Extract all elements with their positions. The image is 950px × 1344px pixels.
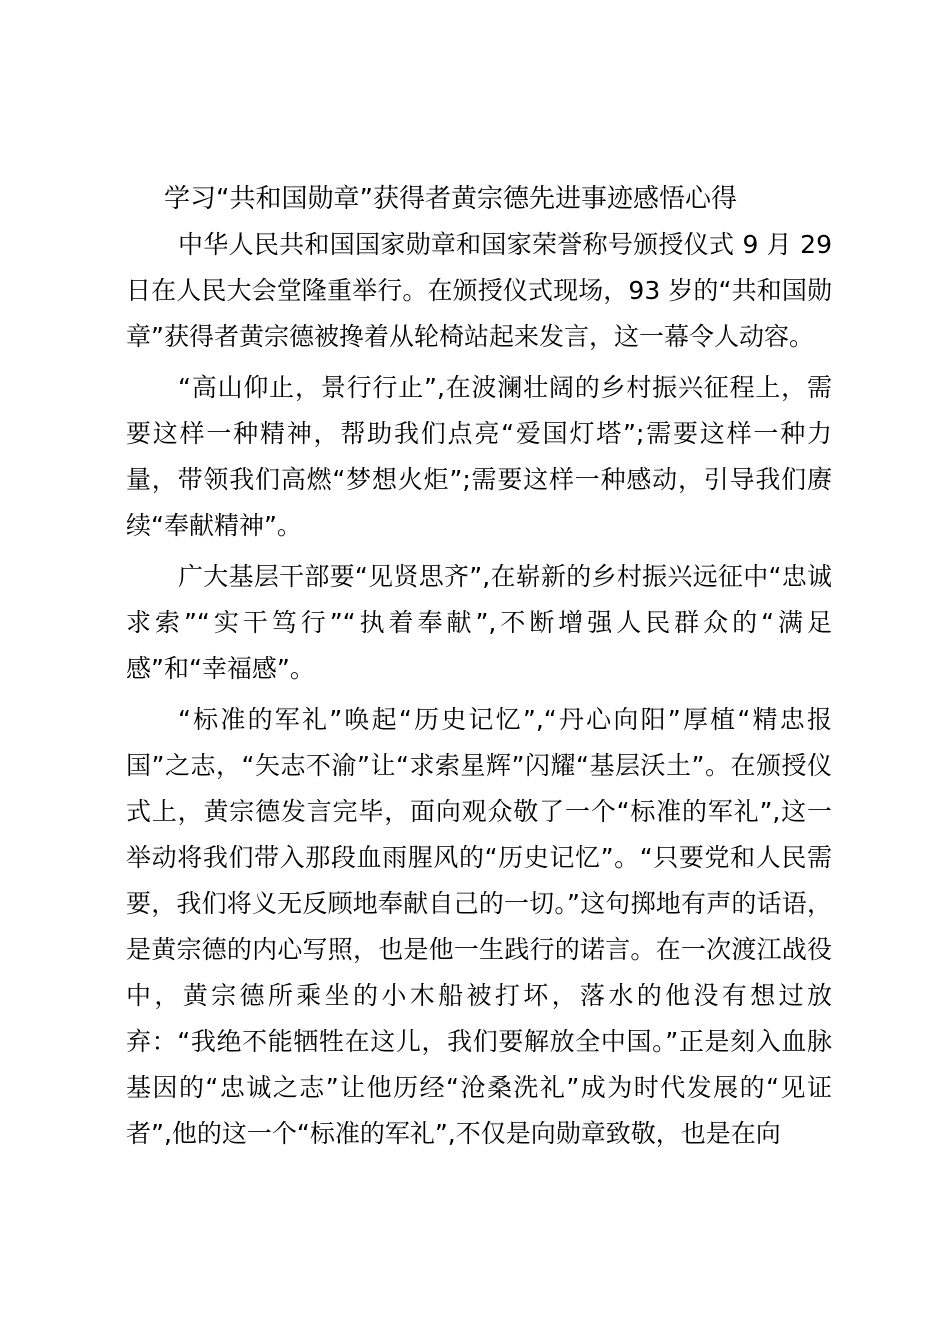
document-title: 学习“共和国勋章”获得者黄宗德先进事迹感悟心得 <box>164 184 737 214</box>
paragraph-4: “标准的军礼”唤起“历史记忆”,“丹心向阳”厚植“精忠报国”之志，“矢志不渝”让“求索星辉”闪耀“基层沃土”。在颁授仪式上，黄宗德发言完毕，面向观众敬了一个“标准的军礼”,这一举动将我们带入那段血雨腥风的“历史记忆”。“只要党和人民需要，我们将义无反顾地奉献自己的一切。”这句掷地有声的话语，是黄宗德的内心写照，也是他一生践行的诺言。在一次渡江战役中，黄宗德所乘坐的小木船被打坏，落水的他没有想过放弃：“我绝不能牺牲在这儿，我们要解放全中国。”正是刻入血脉基因的“忠诚之志”让他历经“沧桑洗礼”成为时代发展的“见证者”,他的这一个“标准的军礼”,不仅是向勋章致敬，也是在向 <box>126 705 832 1148</box>
paragraph-1: 中华人民共和国国家勋章和国家荣誉称号颁授仪式 9 月 29 日在人民大会堂隆重举行。在颁授仪式现场，93 岁的“共和国勋章”获得者黄宗德被搀着从轮椅站起来发言，这一幕令人动容。 <box>126 230 832 351</box>
document-page <box>126 176 832 1162</box>
paragraph-3: 广大基层干部要“见贤思齐”,在崭新的乡村振兴远征中“忠诚求索”“实干笃行”“执着奉献”,不断增强人民群众的“满足感”和“幸福感”。 <box>126 562 832 683</box>
paragraph-2: “高山仰止，景行行止”,在波澜壮阔的乡村振兴征程上，需要这样一种精神，帮助我们点亮“爱国灯塔”;需要这样一种力量，带领我们高燃“梦想火炬”;需要这样一种感动，引导我们赓续“奉献精神”。 <box>126 373 832 540</box>
